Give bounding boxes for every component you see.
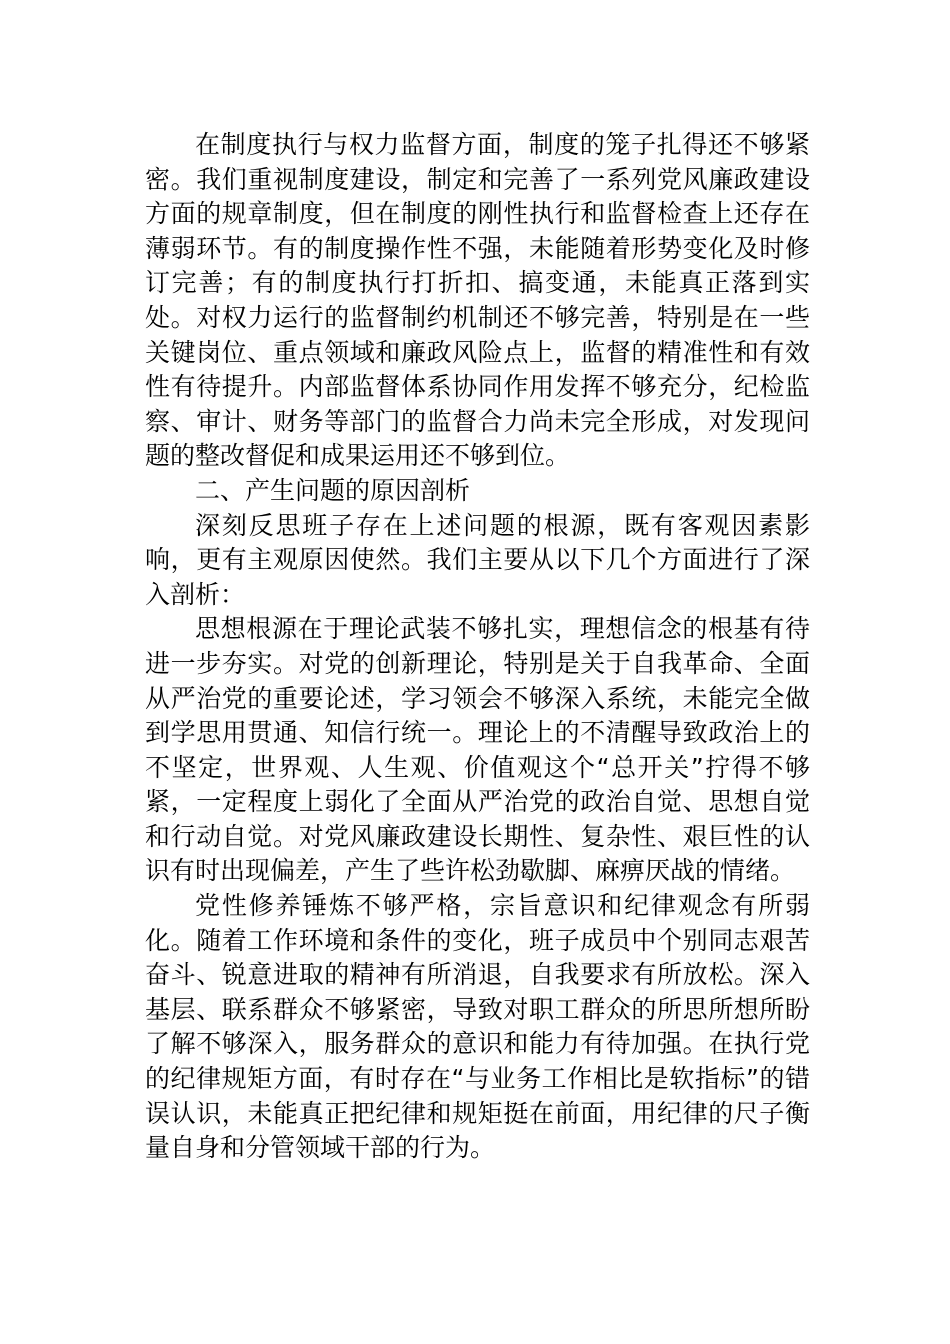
paragraph-reflection-intro: 深刻反思班子存在上述问题的根源，既有客观因素影响，更有主观原因使然。我们主要从以下几个方面进行了深入剖析： [145,510,810,609]
document-body [145,128,810,1166]
section-heading-cause-analysis: 二、产生问题的原因剖析 [195,475,471,505]
paragraph-system-supervision: 在制度执行与权力监督方面，制度的笼子扎得还不够紧密。我们重视制度建设，制定和完善了一系列党风廉政建设方面的规章制度，但在制度的刚性执行和监督检查上还存在薄弱环节。有的制度操作性不强，未能随着形势变化及时修订完善；有的制度执行打折扣、搞变通，未能真正落到实处。对权力运行的监督制约机制还不够完善，特别是在一些关键岗位、重点领域和廉政风险点上，监督的精准性和有效性有待提升。内部监督体系协同作用发挥不够充分，纪检监察、审计、财务等部门的监督合力尚未完全形成，对发现问题的整改督促和成果运用还不够到位。 [145,130,810,471]
paragraph-party-spirit: 党性修养锤炼不够严格，宗旨意识和纪律观念有所弱化。随着工作环境和条件的变化，班子成员中个别同志艰苦奋斗、锐意进取的精神有所消退，自我要求有所放松。深入基层、联系群众不够紧密，导致对职工群众的所思所想所盼了解不够深入，服务群众的意识和能力有待加强。在执行党的纪律规矩方面，有时存在“与业务工作相比是软指标”的错误认识，未能真正把纪律和规矩挺在前面，用纪律的尺子衡量自身和分管领域干部的行为。 [145,891,810,1163]
paragraph-ideological-roots: 思想根源在于理论武装不够扎实，理想信念的根基有待进一步夯实。对党的创新理论，特别是关于自我革命、全面从严治党的重要论述，学习领会不够深入系统，未能完全做到学思用贯通、知信行统一。理论上的不清醒导致政治上的不坚定，世界观、人生观、价值观这个“总开关”拧得不够紧，一定程度上弱化了全面从严治党的政治自觉、思想自觉和行动自觉。对党风廉政建设长期性、复杂性、艰巨性的认识有时出现偏差，产生了些许松劲歇脚、麻痹厌战的情绪。 [145,614,810,886]
